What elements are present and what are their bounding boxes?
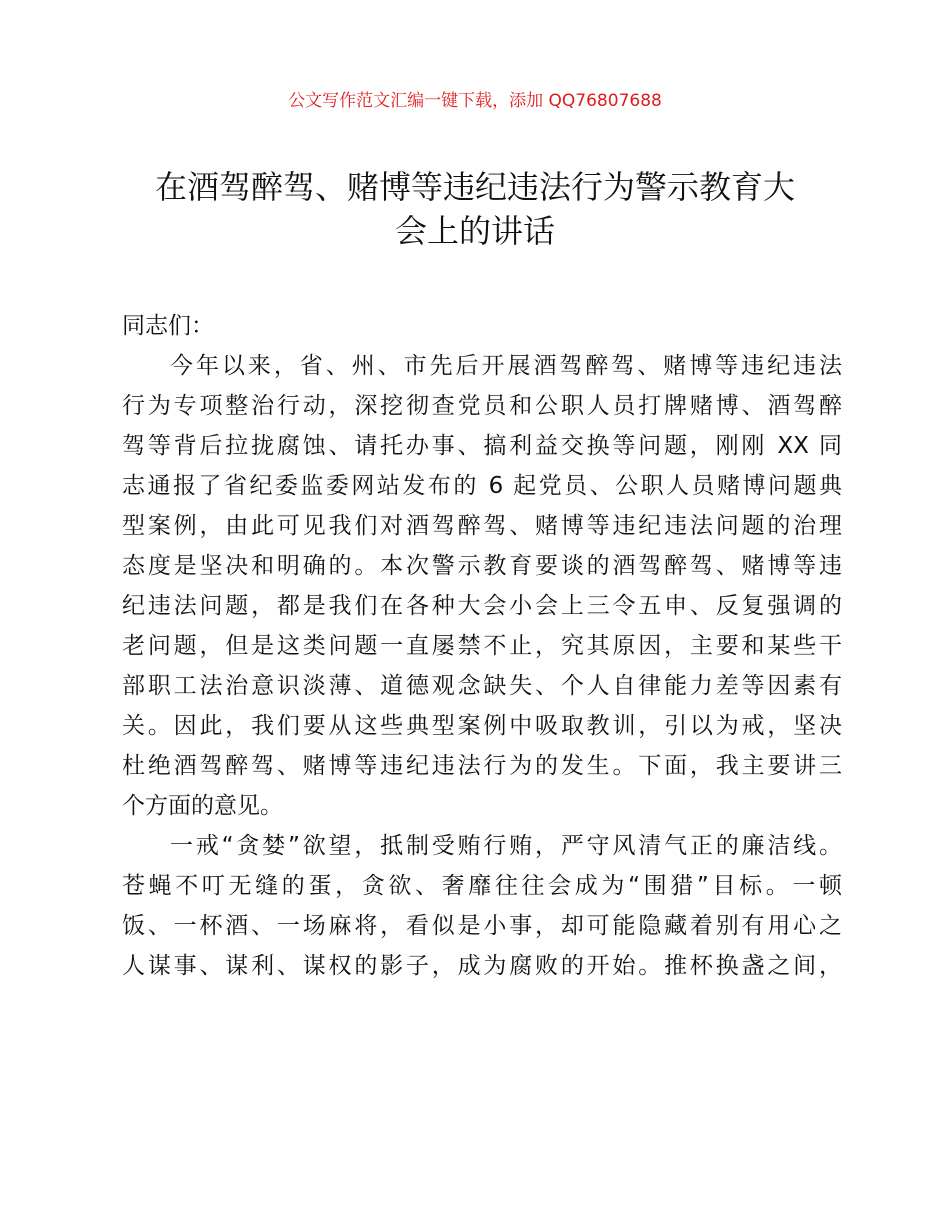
- paragraph-2-line: 人谋事、谋利、谋权的影子，成为腐败的开始。推杯换盏之间，: [122, 953, 842, 979]
- document-title: [120, 165, 830, 253]
- title-line: 在酒驾醉驾、赌博等违纪违法行为警示教育大: [154, 168, 795, 206]
- salutation: 同志们：: [122, 313, 214, 339]
- paragraph-1-line: 关。因此，我们要从这些典型案例中吸取教训，引以为戒，坚决: [122, 713, 842, 739]
- paragraph-2-line: 苍蝇不叮无缝的蛋，贪欲、奢靡往往会成为“围猎”目标。一顿: [122, 873, 842, 899]
- paragraph-1-line: 型案例，由此可见我们对酒驾醉驾、赌博等违纪违法问题的治理: [122, 513, 842, 539]
- paragraph-1-line: 今年以来，省、州、市先后开展酒驾醉驾、赌博等违纪违法: [170, 353, 842, 379]
- paragraph-1-line: 老问题，但是这类问题一直屡禁不止，究其原因，主要和某些干: [122, 633, 842, 659]
- paragraph-1-line: 行为专项整治行动，深挖彻查党员和公职人员打牌赌博、酒驾醉: [122, 393, 842, 419]
- paragraph-1-line: 个方面的意见。: [122, 793, 283, 819]
- paragraph-1-line: 志通报了省纪委监委网站发布的 6 起党员、公职人员赌博问题典: [122, 473, 842, 499]
- paragraph-1-line: 纪违法问题，都是我们在各种大会小会上三令五申、反复强调的: [122, 593, 842, 619]
- title-line: 会上的讲话: [394, 212, 555, 250]
- paragraph-2-line: 饭、一杯酒、一场麻将，看似是小事，却可能隐藏着别有用心之: [122, 913, 842, 939]
- paragraph-1-line: 驾等背后拉拢腐蚀、请托办事、搞利益交换等问题，刚刚 XX 同: [122, 433, 842, 459]
- paragraph-1-line: 杜绝酒驾醉驾、赌博等违纪违法行为的发生。下面，我主要讲三: [122, 753, 842, 779]
- paragraph-2-line: 一戒“贪婪”欲望，抵制受贿行贿，严守风清气正的廉洁线。: [170, 833, 842, 859]
- download-banner: 公文写作范文汇编一键下载，添加 QQ76807688: [288, 91, 662, 111]
- paragraph-1-line: 态度是坚决和明确的。本次警示教育要谈的酒驾醉驾、赌博等违: [122, 553, 842, 579]
- paragraph-1-line: 部职工法治意识淡薄、道德观念缺失、个人自律能力差等因素有: [122, 673, 842, 699]
- document-body: [122, 306, 842, 986]
